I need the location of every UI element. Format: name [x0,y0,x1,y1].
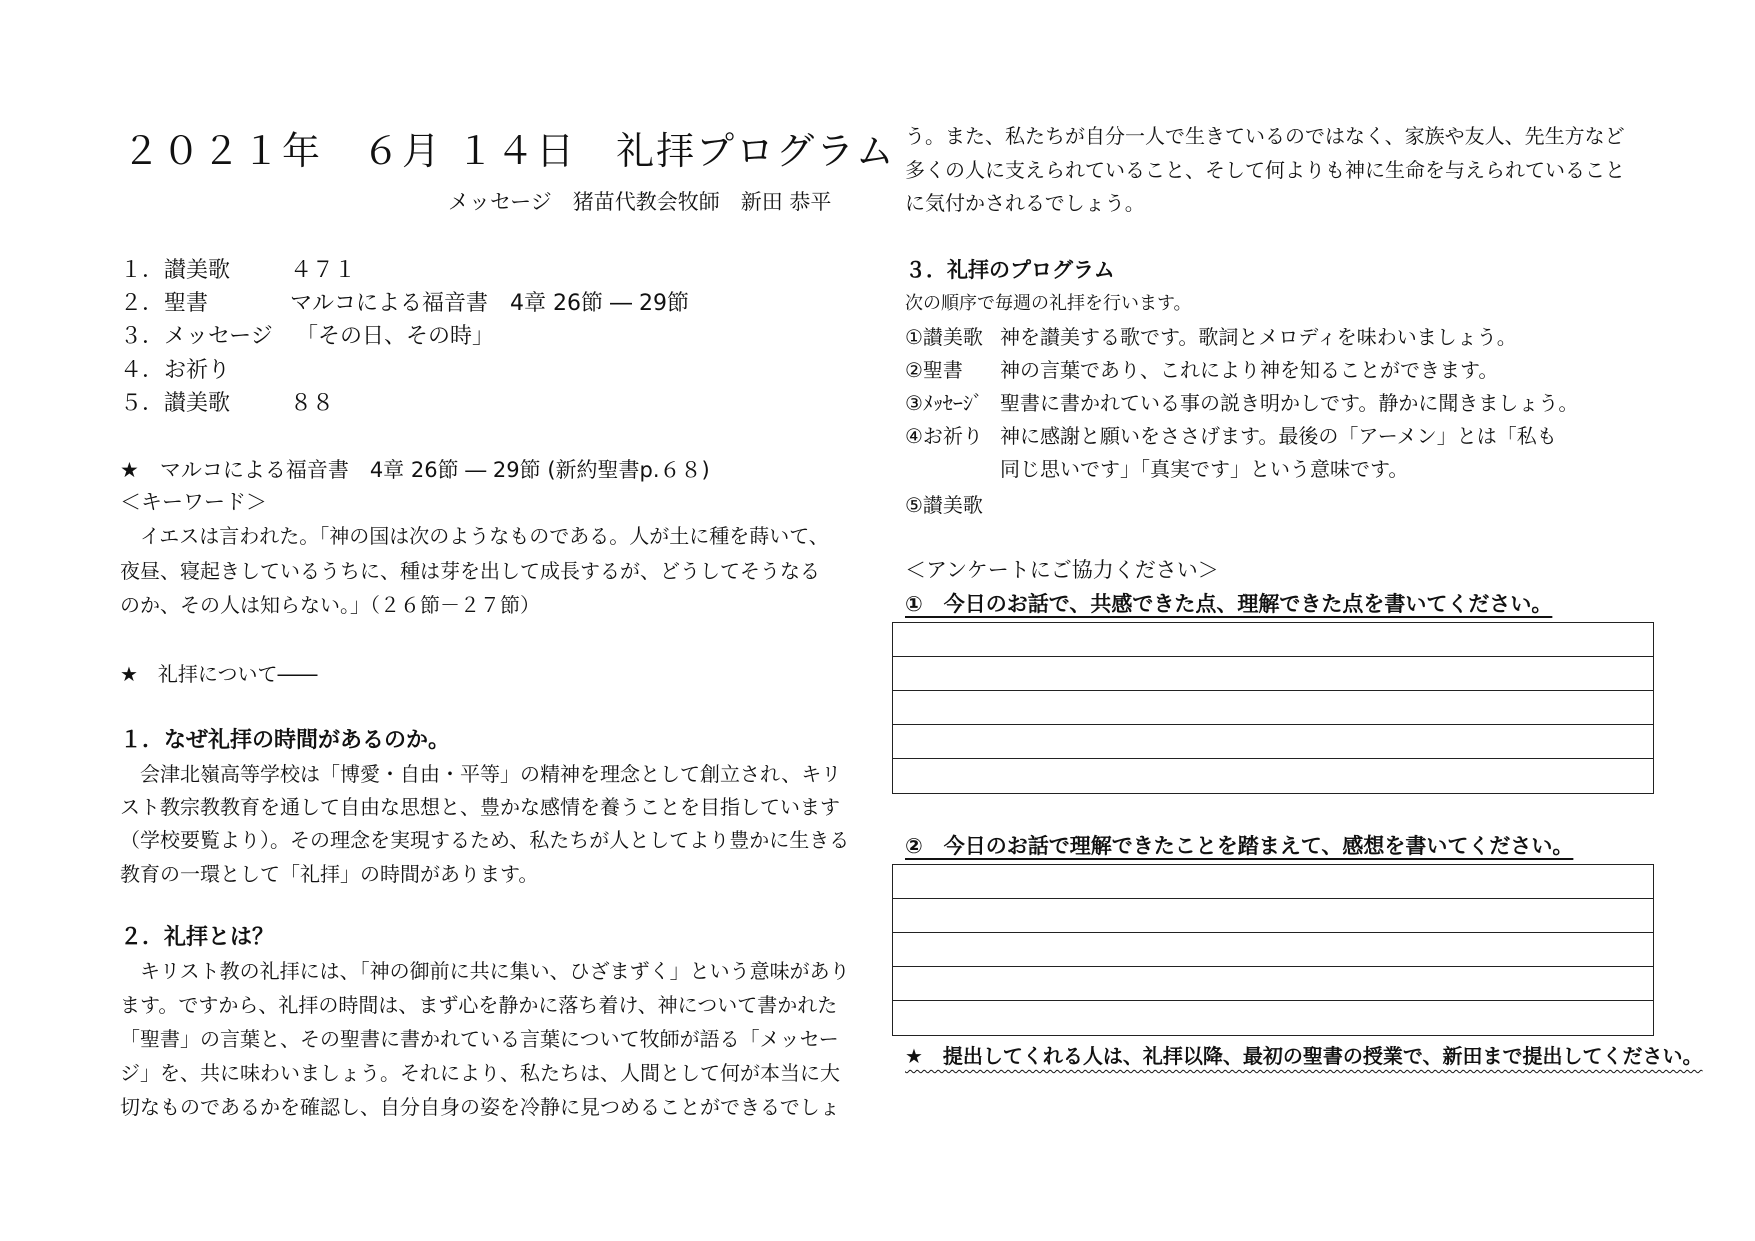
program-item-label: お祈り [164,358,231,383]
program-item-label: 讃美歌 [164,258,231,283]
order-desc: 神を讃美する歌です。歌詞とメロディを味わいましょう。 [1000,325,1517,349]
scripture-line: イエスは言われた。「神の国は次のようなものである。人が土に種を蒔いて、 [120,524,829,548]
submission-note: ★ 提出してくれる人は、礼拝以降、最初の聖書の授業で、新田まで提出してください。 [905,1044,1703,1068]
order-label: ④お祈り [905,424,983,448]
section2-heading: ２．礼拝とは？ [120,925,275,950]
program-item [120,326,273,348]
section1-line: 会津北嶺高等学校は「博愛・自由・平等」の精神を理念として創立され、キリ [120,762,842,786]
answer-line[interactable] [893,865,1653,899]
continued-line: 多くの人に支えられていること、そして何よりも神に生命を与えられていること [905,158,1625,182]
survey-heading: ＜アンケートにご協力ください＞ [905,558,1219,582]
answer-line[interactable] [893,657,1653,691]
speaker-line: メッセージ 猪苗代教会牧師 新田 恭平 [448,190,832,214]
section3-intro: 次の順序で毎週の礼拝を行います。 [905,293,1192,314]
scripture-heading: ★ マルコによる福音書 4章 26節 ― 29節 (新約聖書p.６８) [120,458,710,482]
section1-line: 教育の一環として「礼拝」の時間があります。 [120,862,539,886]
section3-heading: ３．礼拝のプログラム [905,258,1115,282]
program-item-label: メッセージ [164,324,273,349]
answer-line[interactable] [893,967,1653,1001]
program-item-number: ２． [120,291,165,316]
answer-line[interactable] [893,899,1653,933]
program-item-detail: 「その日、その時」 [296,324,495,349]
program-item [120,293,208,315]
program-item-detail: ８８ [290,391,335,416]
order-label: ⑤讃美歌 [905,493,983,517]
about-heading: ★ 礼拝について―― [120,662,318,686]
section2-line: キリスト教の礼拝には、「神の御前に共に集い、ひざまずく」という意味があり [120,959,850,983]
section1-line: スト教宗教教育を通して自由な思想と、豊かな感情を養うことを目指しています [120,795,840,819]
answer-line[interactable] [893,691,1653,725]
program-item-label: 讃美歌 [164,391,231,416]
continued-line: に気付かされるでしょう。 [905,191,1145,215]
program-item-number: ３． [120,324,165,349]
order-label: ③ﾒｯｾｰｼﾞ [905,391,983,415]
answer-box-2[interactable] [892,864,1654,1036]
order-desc: 神に感謝と願いをささげます。最後の「アーメン」とは「私も [1000,424,1557,448]
answer-line[interactable] [893,1001,1653,1035]
program-item [120,360,230,382]
continued-line: う。また、私たちが自分一人で生きているのではなく、家族や友人、先生方など [905,124,1625,148]
keyword-label: ＜キーワード＞ [120,490,267,514]
program-item-detail: マルコによる福音書 4章 26節 ― 29節 [290,291,689,316]
program-item-number: ４． [120,358,165,383]
survey-question-1: ① 今日のお話で、共感できた点、理解できた点を書いてください。 [905,592,1553,616]
answer-line[interactable] [893,933,1653,967]
answer-box-1[interactable] [892,622,1654,794]
order-desc: 同じ思いです」「真実です」という意味です。 [1000,457,1409,481]
scripture-line: のか、その人は知らない。」（２６節－２７節） [120,593,540,617]
order-label: ①讃美歌 [905,325,983,349]
program-item [120,260,230,282]
order-desc: 神の言葉であり、これにより神を知ることができます。 [1000,358,1499,382]
answer-line[interactable] [893,725,1653,759]
program-item-number: １． [120,258,165,283]
survey-question-2: ② 今日のお話で理解できたことを踏まえて、感想を書いてください。 [905,834,1574,858]
program-item-label: 聖書 [164,291,209,316]
answer-line[interactable] [893,623,1653,657]
page-title: ２０２１年 ６月 １４日 礼拝プログラム [122,129,896,173]
order-label: ②聖書 [905,358,963,382]
program-item-number: ５． [120,391,165,416]
program-item-detail: ４７１ [290,258,357,283]
program-item [120,393,230,415]
answer-line[interactable] [893,759,1653,793]
section2-line: 「聖書」の言葉と、その聖書に書かれている言葉について牧師が語る「メッセー [120,1027,839,1051]
section2-line: 切なものであるかを確認し、自分自身の姿を冷静に見つめることができるでしょ [120,1095,840,1119]
order-desc: 聖書に書かれている事の説き明かしです。静かに聞きましょう。 [1000,391,1579,415]
section1-line: （学校要覧より）。その理念を実現するため、私たちが人としてより豊かに生きる [120,828,850,852]
section2-line: ます。ですから、礼拝の時間は、まず心を静かに落ち着け、神について書かれた [120,993,838,1017]
scripture-line: 夜昼、寝起きしているうちに、種は芽を出して成長するが、どうしてそうなる [120,559,820,583]
section1-heading: １．なぜ礼拝の時間があるのか。 [120,728,451,753]
section2-line: ジ」を、共に味わいましょう。それにより、私たちは、人間として何が本当に大 [120,1061,840,1085]
